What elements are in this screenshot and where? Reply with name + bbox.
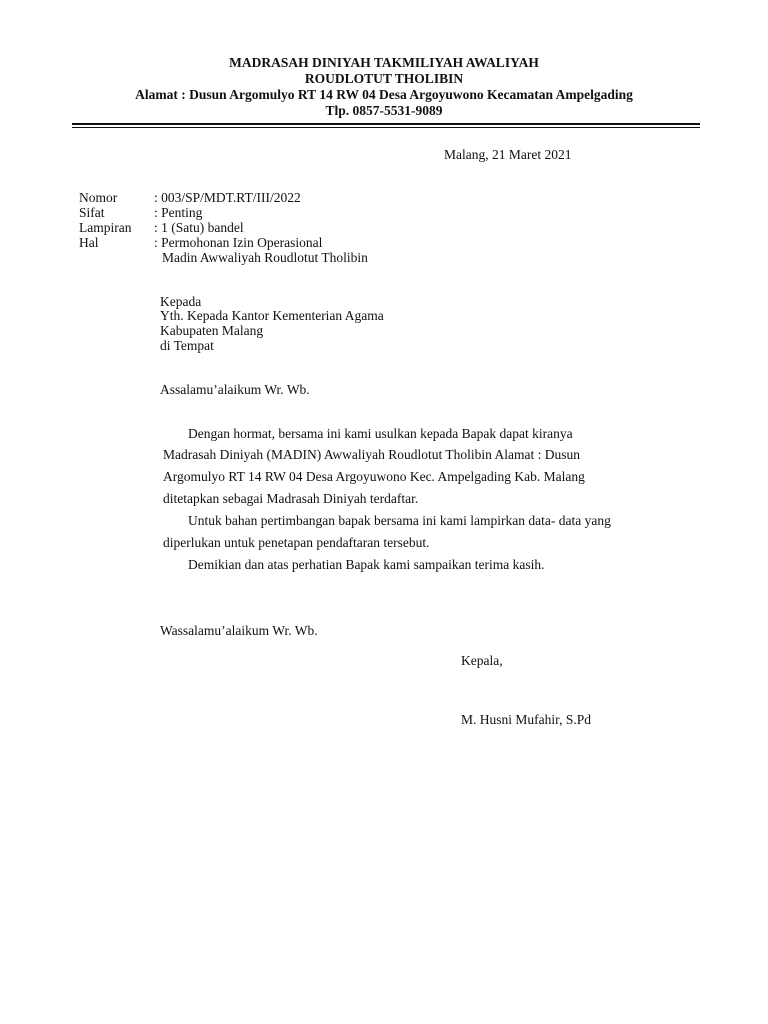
body-paragraph-3-line-1: Demikian dan atas perhatian Bapak kami sampaikan terima kasih. — [188, 557, 545, 572]
greeting: Assalamu’alaikum Wr. Wb. — [160, 382, 310, 397]
signature-title: Kepala, — [461, 653, 503, 668]
recipient-line-1: Kepada — [160, 294, 202, 309]
meta-lampiran-value: : 1 (Satu) bandel — [154, 220, 244, 235]
letterhead-rule-thin — [72, 127, 700, 128]
meta-lampiran-label: Lampiran — [79, 220, 132, 235]
letterhead-phone: Tlp. 0857-5531-9089 — [325, 103, 443, 118]
body-paragraph-2-line-1: Untuk bahan pertimbangan bapak bersama ini kami lampirkan data- data yang — [188, 513, 611, 528]
meta-hal-value-1: : Permohonan Izin Operasional — [154, 235, 323, 250]
letterhead-line-2: ROUDLOTUT THOLIBIN — [304, 71, 464, 86]
meta-sifat-value: : Penting — [154, 205, 203, 220]
closing: Wassalamu’alaikum Wr. Wb. — [160, 623, 318, 638]
body-paragraph-1-line-1: Dengan hormat, bersama ini kami usulkan kepada Bapak dapat kiranya — [188, 426, 573, 441]
recipient-line-2: Yth. Kepada Kantor Kementerian Agama — [160, 308, 384, 323]
letterhead-address: Alamat : Dusun Argomulyo RT 14 RW 04 Desa Argoyuwono Kecamatan Ampelgading — [135, 87, 633, 102]
meta-nomor-value: : 003/SP/MDT.RT/III/2022 — [154, 190, 301, 205]
meta-hal-label: Hal — [79, 235, 99, 250]
body-paragraph-1-line-3: Argomulyo RT 14 RW 04 Desa Argoyuwono Kec. Ampelgading Kab. Malang — [163, 469, 585, 484]
meta-hal-value-2: Madin Awwaliyah Roudlotut Tholibin — [162, 250, 368, 265]
letterhead-line-1: MADRASAH DINIYAH TAKMILIYAH AWALIYAH — [229, 55, 539, 70]
body-paragraph-1-line-2: Madrasah Diniyah (MADIN) Awwaliyah Roudlotut Tholibin Alamat : Dusun — [163, 447, 580, 462]
meta-sifat-label: Sifat — [79, 205, 105, 220]
signature-name: M. Husni Mufahir, S.Pd — [461, 712, 591, 727]
letterhead-rule-thick — [72, 123, 700, 125]
recipient-line-3: Kabupaten Malang — [160, 323, 264, 338]
body-paragraph-1-line-4: ditetapkan sebagai Madrasah Diniyah terdaftar. — [163, 491, 419, 506]
meta-nomor-label: Nomor — [79, 190, 118, 205]
recipient-line-4: di Tempat — [160, 338, 214, 353]
letter-date: Malang, 21 Maret 2021 — [444, 147, 572, 162]
body-paragraph-2-line-2: diperlukan untuk penetapan pendaftaran tersebut. — [163, 535, 430, 550]
